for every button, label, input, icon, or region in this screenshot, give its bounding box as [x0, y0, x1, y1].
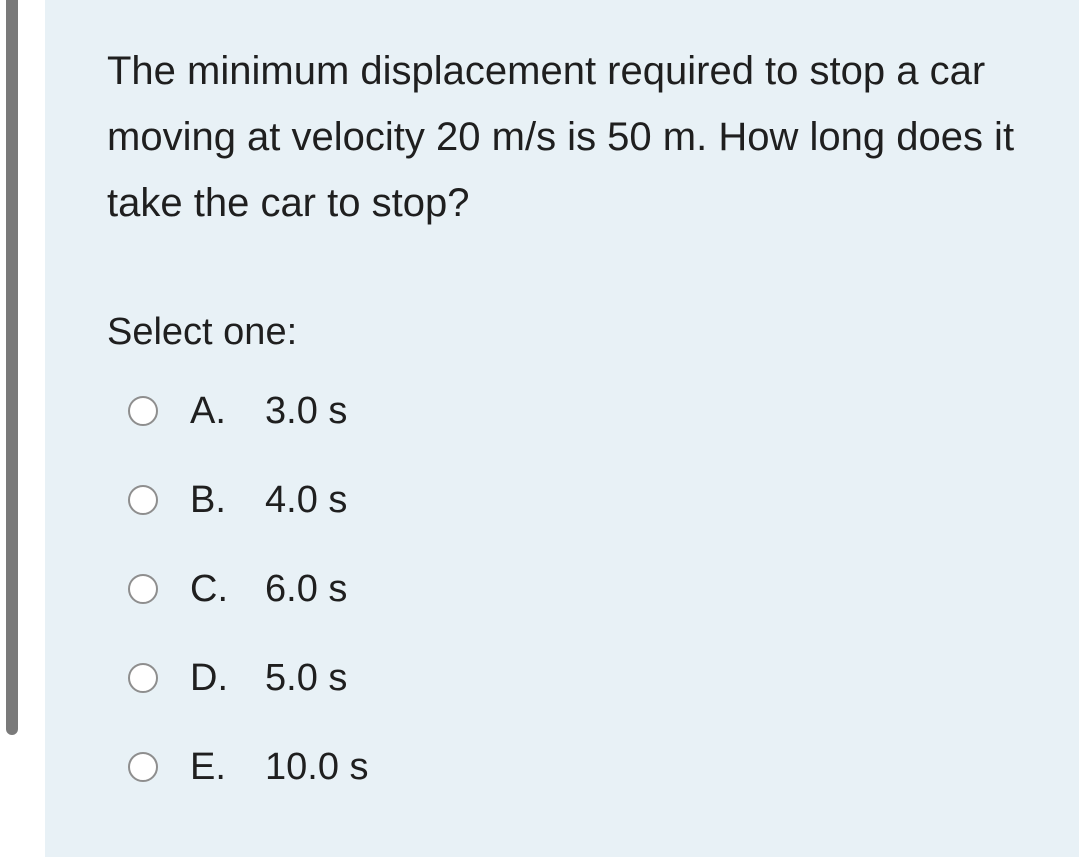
option-value: 6.0 s: [265, 567, 348, 610]
option-a[interactable]: [128, 387, 347, 435]
option-value: 4.0 s: [265, 478, 348, 521]
option-value: 3.0 s: [265, 389, 348, 432]
option-b[interactable]: [128, 476, 347, 524]
radio-button-icon[interactable]: [128, 752, 158, 782]
option-letter: E.: [190, 745, 226, 788]
option-letter: C.: [190, 567, 228, 610]
select-one-label: Select one:: [107, 311, 298, 353]
option-d[interactable]: [128, 654, 347, 702]
scroll-bar[interactable]: [6, 0, 18, 735]
radio-button-icon[interactable]: [128, 485, 158, 515]
radio-button-icon[interactable]: [128, 574, 158, 604]
radio-button-icon[interactable]: [128, 663, 158, 693]
radio-button-icon[interactable]: [128, 396, 158, 426]
option-letter: B.: [190, 478, 226, 521]
option-e[interactable]: [128, 743, 369, 791]
option-letter: A.: [190, 389, 226, 432]
option-value: 5.0 s: [265, 656, 348, 699]
option-letter: D.: [190, 656, 228, 699]
option-c[interactable]: [128, 565, 347, 613]
question-text: The minimum displacement required to stop a car moving at velocity 20 m/s is 50 m. How long does it take the car to stop?: [107, 49, 1015, 225]
option-value: 10.0 s: [265, 745, 369, 788]
